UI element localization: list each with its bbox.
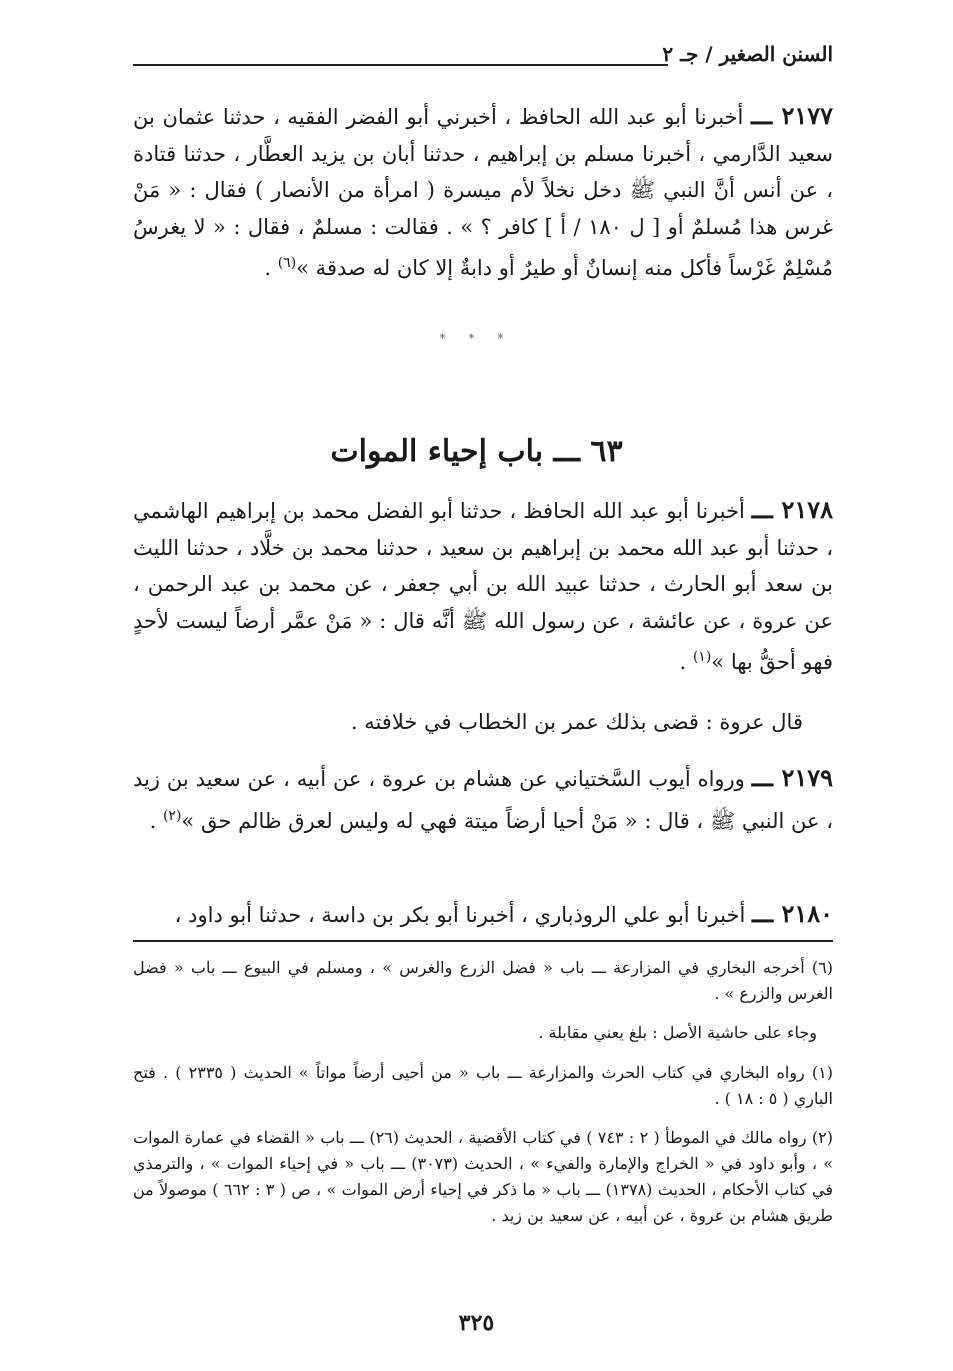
footnote-ref: (٢) [162,807,182,824]
hadith-text: أخبرنا أبو عبد الله الحافظ ، أخبرني أبو الفضر الفقيه ، حدثنا عثمان بن سعيد الدَّارمي ، أخبرنا مسلم بن إبراهيم ، حدثنا أبان بن يزيد العطَّار ، حدثنا قتادة ، عن أنس أنَّ النبي ﷺ دخل نخلاً لأم ميسرة ( امرأة من الأنصار ) فقال : « مَنْ غرس هذا مُسلمٌ أو [ ل ١٨٠ / أ ] كافر ؟ » . فقالت : مسلمٌ ، فقال : « لا يغرسُ مُسْلِمٌ غَرْساً فأكل منه إنسانٌ أو طيرٌ أو دابةٌ إلا كان له صدقة » [133,105,834,280]
header-rule [133,64,668,66]
hadith-number: ٢١٧٨ ـــ [751,495,833,524]
urwa-text: قال عروة : قضى بذلك عمر بن الخطاب في خلافته . [350,710,803,734]
footnote-margin-note: وجاء على حاشية الأصل : بلغ يعني مقابلة . [538,1023,817,1042]
page-number: ٣٢٥ [458,1310,495,1336]
hadith-end: . [679,650,693,674]
running-header [133,42,833,72]
separator-stars: * * * [439,332,514,345]
hadith-text: أخبرنا أبو عبد الله الحافظ ، حدثنا أبو الفضل محمد بن إبراهيم الهاشمي ، حدثنا أبو عبد الله محمد بن إبراهيم بن سعيد ، حدثنا محمد بن خلَّاد ، حدثنا الليث بن سعد أبو الحارث ، حدثنا عبيد الله بن أبي جعفر ، عن محمد بن عبد الرحمن ، عن عروة ، عن عائشة ، عن رسول الله ﷺ أنَّه قال : « مَنْ عمَّر أرضاً ليست لأحدٍ فهو أحقُّ بها » [133,499,833,674]
hadith-2179 [133,760,833,839]
footnote-1: (١) رواه البخاري في كتاب الحرث والمزارعة ـــ باب « من أحيى أرضاً مواتاً » الحديث ( ٢٣٣٥ ) . فتح الباري ( ٥ : ١٨ ) . [133,1063,834,1108]
hadith-text: ورواه أيوب السَّختياني عن هشام بن عروة ، عن أبيه ، عن سعيد بن زيد ، عن النبي ﷺ ، قال : « مَنْ أحيا أرضاً ميتة فهي له وليس لعرق ظالم حق » [133,767,833,833]
hadith-2180 [133,896,833,934]
hadith-number: ٢١٧٩ ـــ [751,763,833,792]
hadith-text: أخبرنا أبو علي الروذباري ، أخبرنا أبو بكر بن داسة ، حدثنا أبو داود ، [174,903,746,927]
header-title: السنن الصغير / جـ ٢ [662,42,833,66]
hadith-number: ٢١٨٠ ـــ [751,899,833,928]
hadith-2177 [133,98,833,287]
hadith-2178 [133,492,833,681]
chapter-title: ٦٣ ـــ باب إحياء الموات [330,434,623,469]
urwa-note [133,704,833,741]
hadith-end: . [264,256,278,280]
footnote-ref: (١) [692,649,712,665]
hadith-number: ٢١٧٧ ـــ [751,101,833,130]
footnote-6: (٦) أخرجه البخاري في المزارعة ـــ باب « فضل الزرع والغرس » ، ومسلم في البيوع ـــ باب « فضل الغرس والزرع » . [133,958,833,1003]
footnote-2: (٢) رواه مالك في الموطأ ( ٢ : ٧٤٣ ) في كتاب الأقضية ، الحديث (٢٦) ـــ باب « القضاء في عمارة الموات » ، وأبو داود في « الخراج والإمارة والفيء » ، الحديث (٣٠٧٣) ـــ باب « في إحياء الموات » ، والترمذي في كتاب الأحكام ، الحديث (١٣٧٨) ـــ باب « ما ذكر في إحياء أرض الموات » ، ص ( ٣ : ٦٦٢ ) موصولاً من طريق هشام بن عروة ، عن أبيه ، عن سعيد بن زيد . [133,1128,834,1225]
footnote-ref: (٦) [277,255,297,271]
hadith-end: . [149,808,163,833]
footnote-rule [133,940,833,942]
